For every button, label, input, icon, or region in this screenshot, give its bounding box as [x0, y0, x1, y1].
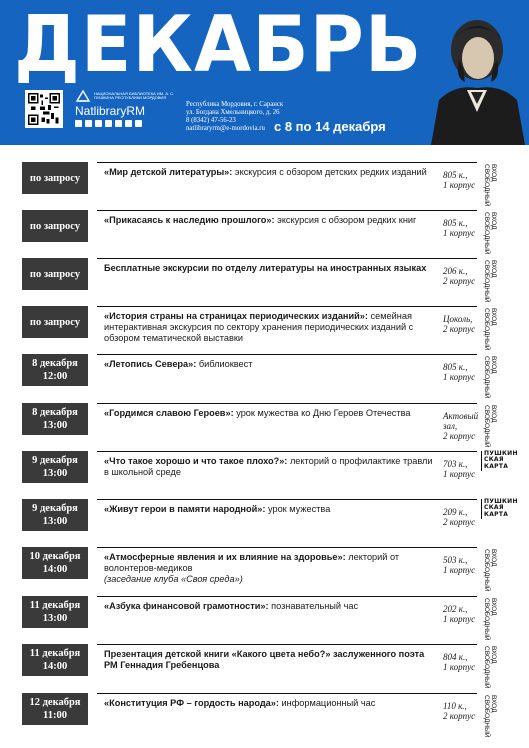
event-row — [0, 693, 529, 738]
event-date-badge — [22, 403, 88, 435]
event-row — [0, 499, 529, 544]
event-title: «История страны на страницах периодических изданий»: — [104, 311, 368, 321]
event-subtitle: лекторий о профилактике травли в школьной среде — [104, 456, 433, 477]
event-location — [443, 411, 483, 441]
free-entry-badge — [483, 164, 500, 207]
event-time: 14:00 — [42, 661, 68, 672]
event-time: 13:00 — [42, 613, 68, 624]
free-entry-text: СВОБОДНЫЙ — [483, 212, 490, 255]
pushkin-card-text: ПУШКИН — [484, 450, 518, 457]
row-divider — [97, 451, 477, 452]
event-row — [0, 403, 529, 448]
location-line: 2 корпус — [443, 324, 476, 334]
event-location — [443, 652, 483, 672]
event-date: по запросу — [29, 316, 81, 328]
free-entry-text: СВОБОДНЫЙ — [483, 646, 490, 689]
event-subtitle: экскурсия с обзором редких книг — [277, 215, 417, 225]
event-description — [104, 215, 434, 226]
free-entry-text: ВХОД — [490, 308, 497, 326]
event-time: 12:00 — [42, 371, 68, 382]
free-entry-text: СВОБОДНЫЙ — [483, 695, 490, 738]
row-divider — [97, 210, 477, 211]
event-row — [0, 210, 529, 255]
event-description — [104, 408, 434, 419]
free-entry-text: ВХОД — [490, 260, 497, 278]
event-location — [443, 314, 483, 334]
event-time: 14:00 — [42, 564, 68, 575]
free-entry-text: ВХОД — [490, 356, 497, 374]
address-line: ул. Богдана Хмельницкого, д. 26 — [186, 109, 280, 116]
event-location — [443, 218, 483, 238]
pushkin-card-badge — [481, 451, 517, 471]
event-row — [0, 258, 529, 303]
event-location — [443, 459, 483, 479]
event-title: «Атмосферные явления и их влияние на здоровье»: — [104, 552, 346, 562]
event-subtitle: познавательный час — [271, 601, 359, 611]
free-entry-text: ВХОД — [490, 549, 497, 567]
pushkin-card-text: ПУШКИН — [484, 498, 518, 505]
event-date-badge — [22, 306, 88, 338]
event-date: 9 декабря — [32, 503, 78, 514]
event-date-badge — [22, 354, 88, 386]
location-line: 1 корпус — [443, 662, 476, 672]
event-location — [443, 604, 483, 624]
event-title: «Мир детской литературы»: — [104, 167, 233, 177]
event-time: 13:00 — [42, 420, 68, 431]
location-line: 2 корпус — [443, 276, 476, 286]
event-date-badge — [22, 162, 88, 194]
free-entry-text: ВХОД — [490, 598, 497, 616]
free-entry-badge — [483, 308, 500, 351]
location-line: 202 к., — [443, 604, 468, 614]
event-row — [0, 306, 529, 351]
event-date-badge — [22, 644, 88, 676]
event-location — [443, 362, 483, 382]
free-entry-text: СВОБОДНЫЙ — [483, 356, 490, 399]
free-entry-text: ВХОД — [490, 646, 497, 664]
free-entry-badge — [483, 260, 500, 303]
free-entry-badge — [483, 598, 500, 641]
location-line: 1 корпус — [443, 469, 476, 479]
location-line: 1 корпус — [443, 565, 476, 575]
library-name: НАЦИОНАЛЬНАЯ БИБЛИОТЕКА ИМ. А. С. ПУШКИНА РЕСПУБЛИКИ МОРДОВИЯ — [94, 90, 175, 100]
location-line: 804 к., — [443, 652, 468, 662]
pushkin-card-badge — [481, 499, 517, 519]
row-divider — [97, 403, 477, 404]
brand-handle[interactable]: NatlibraryRM — [75, 104, 146, 118]
event-location — [443, 170, 483, 190]
event-description — [104, 167, 434, 178]
event-title: «Живут герои в памяти народной»: — [104, 504, 266, 514]
event-date: 10 декабря — [29, 551, 81, 562]
event-subtitle: информационный час — [281, 698, 376, 708]
telegram-icon[interactable] — [85, 120, 92, 127]
event-description — [104, 601, 434, 612]
event-title: Бесплатные экскурсии по отделу литературы на иностранных языках — [104, 263, 427, 273]
location-line: 805 к., — [443, 170, 468, 180]
event-date-badge — [22, 258, 88, 290]
location-line: 209 к., — [443, 507, 468, 517]
event-description — [104, 504, 434, 515]
free-entry-badge — [483, 356, 500, 399]
event-row — [0, 596, 529, 641]
event-title: Презентация детской книги «Какого цвета небо?» заслуженного поэта РМ Геннадия Гребенцова — [104, 649, 425, 670]
pushkin-card-text: СКАЯ — [484, 504, 504, 512]
email-address[interactable]: natlibraryrm@e-mordovia.ru — [186, 125, 265, 132]
max-icon[interactable] — [135, 120, 142, 127]
pushkin-card-text: КАРТА — [484, 510, 509, 518]
location-line: 2 корпус — [443, 431, 476, 441]
event-location — [443, 266, 483, 286]
free-entry-badge — [483, 212, 500, 255]
location-line: 805 к., — [443, 218, 468, 228]
event-subtitle: урок мужества — [267, 504, 331, 514]
event-title: «Гордимся славою Героев»: — [104, 408, 234, 418]
event-time: 13:00 — [42, 516, 68, 527]
page-title: ДЕКАБРЬ — [14, 0, 423, 91]
event-subtitle: урок мужества ко Дню Героев Отечества — [236, 408, 411, 418]
event-title: «Летопись Севера»: — [104, 359, 197, 369]
event-title: «Азбука финансовой грамотности»: — [104, 601, 269, 611]
free-entry-text: ВХОД — [490, 164, 497, 182]
event-date: по запросу — [29, 172, 81, 184]
row-divider — [97, 693, 477, 694]
event-date: 11 декабря — [29, 600, 81, 611]
event-row — [0, 547, 529, 592]
event-description — [104, 359, 434, 370]
pushkin-card-text: КАРТА — [484, 462, 509, 470]
event-subtitle: библиоквест — [198, 359, 253, 369]
event-date-badge — [22, 210, 88, 242]
vk-icon[interactable] — [75, 120, 82, 127]
row-divider — [97, 354, 477, 355]
event-description — [104, 311, 434, 344]
row-divider — [97, 258, 477, 259]
event-description — [104, 698, 434, 709]
pushkin-card-text: СКАЯ — [484, 456, 504, 464]
location-line: Актовый — [443, 411, 479, 421]
contact-address — [186, 101, 283, 133]
free-entry-badge — [483, 405, 500, 448]
free-entry-text: ВХОД — [490, 695, 497, 713]
location-line: 206 к., — [443, 266, 468, 276]
row-divider — [97, 644, 477, 645]
event-row — [0, 162, 529, 207]
event-date: 8 декабря — [32, 358, 78, 369]
free-entry-text: СВОБОДНЫЙ — [483, 405, 490, 448]
event-title: «Конституция РФ – гордость народа»: — [104, 698, 279, 708]
event-subtitle: семейная интерактивная экскурсия по сектору хранения периодических изданий с обзором тематической выставки — [104, 311, 414, 343]
qr-code[interactable] — [25, 90, 63, 128]
event-subtitle: лекторий от волонтеров-медиков — [104, 552, 400, 573]
free-entry-text: ВХОД — [490, 212, 497, 230]
rutube-icon[interactable] — [115, 120, 122, 127]
event-date-badge — [22, 596, 88, 628]
free-entry-badge — [483, 549, 500, 592]
free-entry-text: СВОБОДНЫЙ — [483, 549, 490, 592]
event-time: 11:00 — [43, 710, 67, 721]
location-line: 1 корпус — [443, 614, 476, 624]
location-line: 805 к., — [443, 362, 468, 372]
social-icons — [75, 120, 190, 127]
location-line: 1 корпус — [443, 228, 476, 238]
event-date: по запросу — [29, 268, 81, 280]
location-line: 110 к., — [443, 701, 467, 711]
location-line: зал, — [443, 421, 458, 431]
date-range: с 8 по 14 декабря — [274, 119, 386, 134]
event-date: 8 декабря — [32, 407, 78, 418]
location-line: 2 корпус — [443, 711, 476, 721]
pushkin-portrait — [425, 8, 529, 145]
address-line: Республика Мордовия, г. Саранск — [186, 101, 284, 108]
event-date: 9 декабря — [32, 455, 78, 466]
row-divider — [97, 162, 477, 163]
event-location — [443, 701, 483, 721]
event-time: 13:00 — [42, 468, 68, 479]
event-date-badge — [22, 499, 88, 531]
dzen-icon[interactable] — [125, 120, 132, 127]
library-logo — [75, 89, 190, 127]
event-title: «Прикасаясь к наследию прошлого»: — [104, 215, 275, 225]
event-title: «Что такое хорошо и что такое плохо?»: — [104, 456, 288, 466]
location-line: Цоколь, — [443, 314, 473, 324]
header-banner — [0, 0, 529, 145]
event-note: (заседание клуба «Своя среда») — [104, 574, 243, 584]
phone-number[interactable]: 8 (8342) 47-56-23 — [186, 117, 236, 124]
location-line: 2 корпус — [443, 517, 476, 527]
free-entry-text: СВОБОДНЫЙ — [483, 308, 490, 351]
row-divider — [97, 499, 477, 500]
event-description — [104, 456, 434, 478]
location-line: 1 корпус — [443, 180, 476, 190]
youtube-icon[interactable] — [105, 120, 112, 127]
event-date: 12 декабря — [29, 697, 81, 708]
event-description — [104, 263, 434, 274]
free-entry-text: ВХОД — [490, 405, 497, 423]
event-date-badge — [22, 451, 88, 483]
event-date: по запросу — [29, 220, 81, 232]
row-divider — [97, 306, 477, 307]
library-emblem-icon — [75, 89, 91, 103]
event-location — [443, 507, 483, 527]
event-subtitle: экскурсия с обзором детских редких изданий — [234, 167, 427, 177]
event-row — [0, 354, 529, 399]
free-entry-badge — [483, 695, 500, 738]
row-divider — [97, 596, 477, 597]
free-entry-text: СВОБОДНЫЙ — [483, 164, 490, 207]
event-location — [443, 555, 483, 575]
event-row — [0, 644, 529, 689]
free-entry-badge — [483, 646, 500, 689]
location-line: 503 к., — [443, 555, 468, 565]
event-row — [0, 451, 529, 496]
event-date-badge — [22, 693, 88, 725]
event-description — [104, 552, 434, 585]
odnoklassniki-icon[interactable] — [95, 120, 102, 127]
event-description — [104, 649, 434, 671]
free-entry-text: СВОБОДНЫЙ — [483, 598, 490, 641]
location-line: 1 корпус — [443, 372, 476, 382]
row-divider — [97, 547, 477, 548]
location-line: 703 к., — [443, 459, 468, 469]
event-date-badge — [22, 547, 88, 579]
free-entry-text: СВОБОДНЫЙ — [483, 260, 490, 303]
event-date: 11 декабря — [29, 648, 81, 659]
